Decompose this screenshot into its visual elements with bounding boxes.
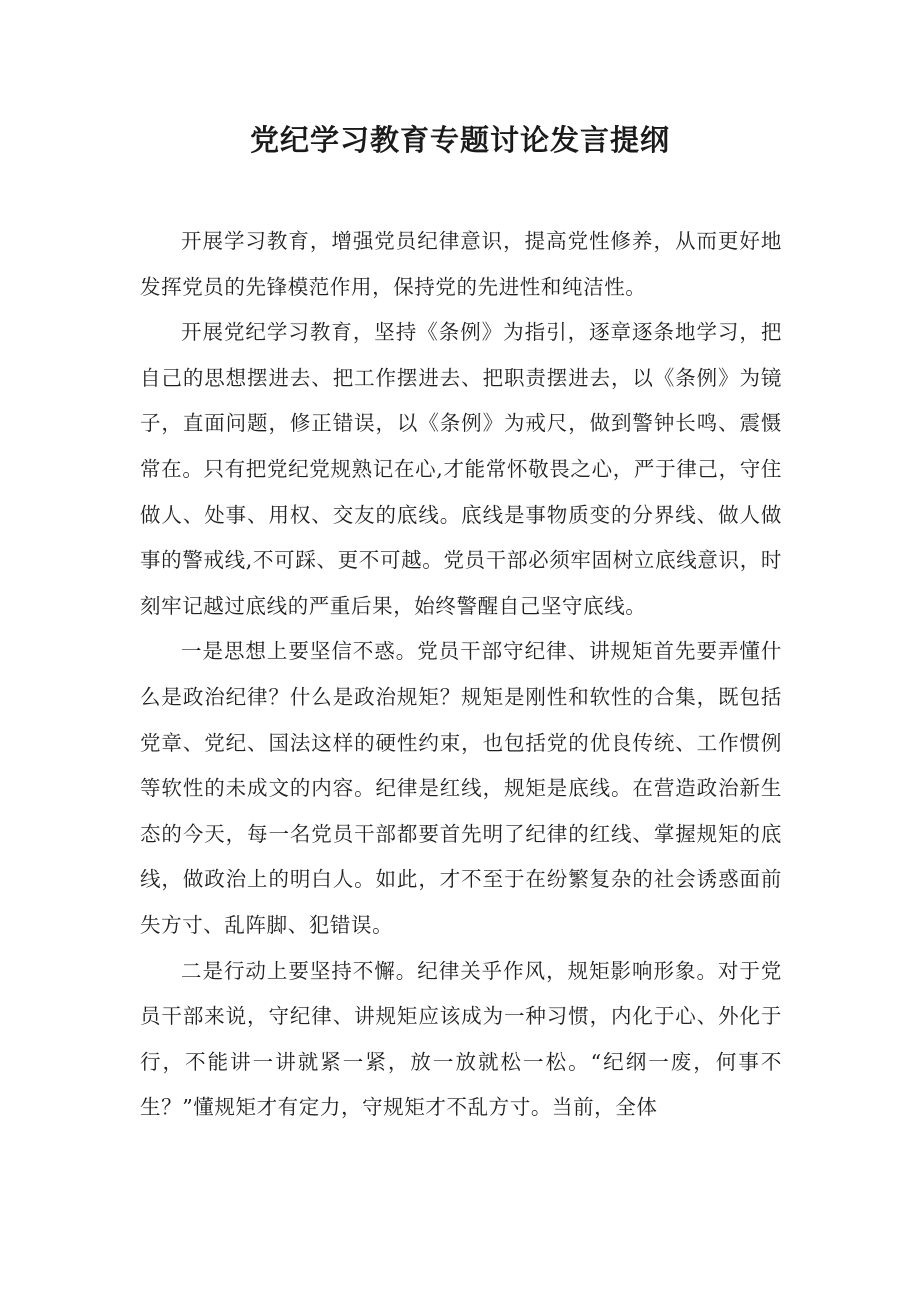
- document-title: 党纪学习教育专题讨论发言提纲: [249, 123, 670, 157]
- paragraph-intro: 开展学习教育，增强党员纪律意识，提高党性修养，从而更好地发挥党员的先锋模范作用，保持党的先进性和纯洁性。: [140, 229, 782, 299]
- paragraph-point-one: 一是思想上要坚信不惑。党员干部守纪律、讲规矩首先要弄懂什么是政治纪律？什么是政治规矩？规矩是刚性和软性的合集，既包括党章、党纪、国法这样的硬性约束，也包括党的优良传统、工作惯例等软性的未成文的内容。纪律是红线，规矩是底线。在营造政治新生态的今天，每一名党员干部都要首先明了纪律的红线、掌握规矩的底线，做政治上的明白人。如此，才不至于在纷繁复杂的社会诱惑面前失方寸、乱阵脚、犯错误。: [140, 639, 782, 937]
- document-body: [140, 219, 782, 1131]
- paragraph-regulations: 开展党纪学习教育，坚持《条例》为指引，逐章逐条地学习，把自己的思想摆进去、把工作摆进去、把职责摆进去，以《条例》为镜子，直面问题，修正错误，以《条例》为戒尺，做到警钟长鸣、震慑常在。只有把党纪党规熟记在心,才能常怀敬畏之心，严于律己，守住做人、处事、用权、交友的底线。底线是事物质变的分界线、做人做事的警戒线,不可踩、更不可越。党员干部必须牢固树立底线意识，时刻牢记越过底线的严重后果，始终警醒自己坚守底线。: [140, 320, 782, 618]
- paragraph-point-two: 二是行动上要坚持不懈。纪律关乎作风，规矩影响形象。对于党员干部来说，守纪律、讲规矩应该成为一种习惯，内化于心、外化于行，不能讲一讲就紧一紧，放一放就松一松。“纪纲一废，何事不生？”懂规矩才有定力，守规矩才不乱方寸。当前，全体: [140, 958, 782, 1120]
